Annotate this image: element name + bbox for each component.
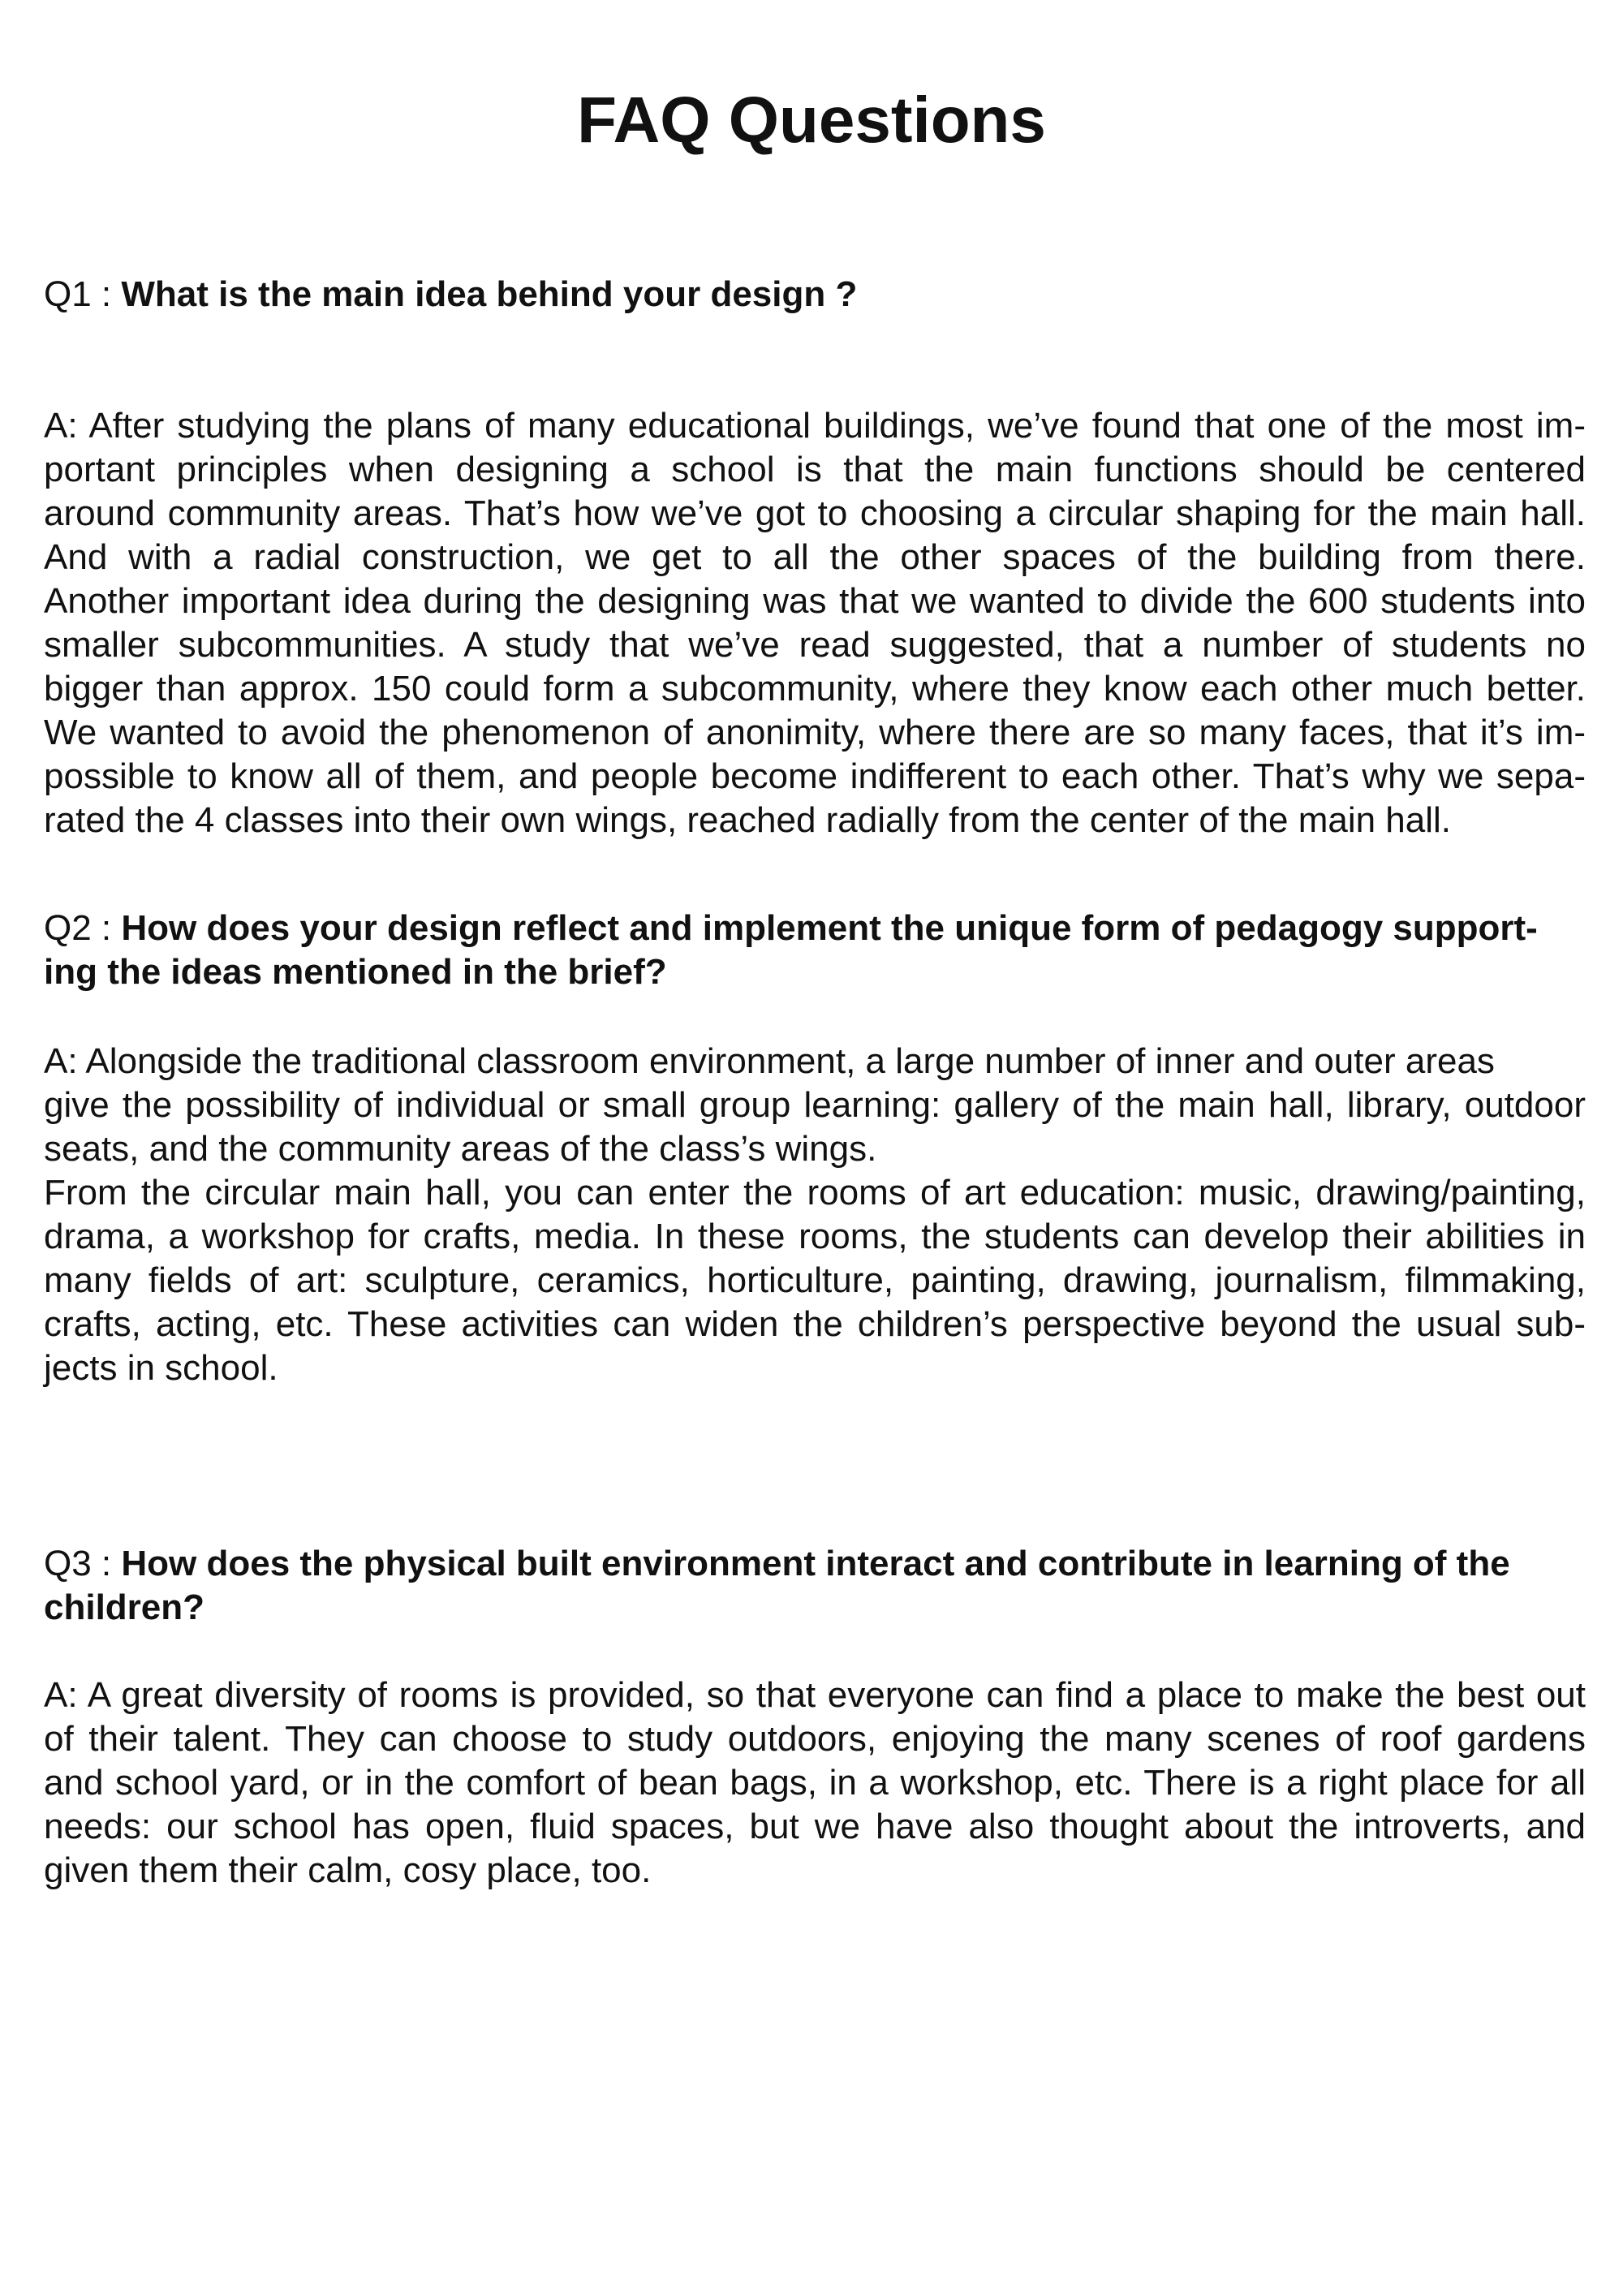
faq-answer-1 [44,404,1586,842]
question-prefix: Q2 : [44,908,122,948]
answer-line: needs: our school has open, fluid spaces, but we have also thought about the introverts, and [44,1807,1586,1846]
faq-question-3 [44,1542,1586,1630]
answer-line: Another important idea during the designing was that we wanted to divide the 600 students into [44,581,1586,621]
answer-line: A: After studying the plans of many educational buildings, we’ve found that one of the most im- [44,406,1586,446]
faq-question-2 [44,907,1586,994]
answer-line: crafts, acting, etc. These activities can widen the children’s perspective beyond the usual sub- [44,1304,1586,1344]
answer-line: And with a radial construction, we get to all the other spaces of the building from there. [44,537,1586,577]
answer-line: From the circular main hall, you can enter the rooms of art education: music, drawing/painting, [44,1173,1586,1213]
answer-line: many fields of art: sculpture, ceramics, horticulture, painting, drawing, journalism, filmmaking, [44,1260,1586,1300]
answer-line: portant principles when designing a school is that the main functions should be centered [44,450,1586,489]
page-title: FAQ Questions [577,84,1046,156]
question-prefix: Q1 : [44,274,122,314]
answer-line: give the possibility of individual or small group learning: gallery of the main hall, library, outdoor [44,1085,1586,1125]
answer-line: seats, and the community areas of the class’s wings. [44,1129,877,1169]
answer-line: given them their calm, cosy place, too. [44,1850,652,1890]
question-prefix: Q3 : [44,1544,122,1583]
question-text: How does your design reflect and implement the unique form of pedagogy support-ing the ideas mentioned in the brief? [44,908,1538,992]
answer-line: bigger than approx. 150 could form a subcommunity, where they know each other much better. [44,669,1586,709]
answer-line: rated the 4 classes into their own wings, reached radially from the center of the main hall. [44,800,1452,840]
answer-line: possible to know all of them, and people become indifferent to each other. That’s why we sepa- [44,756,1586,796]
answer-line: jects in school. [44,1348,278,1388]
answer-line: smaller subcommunities. A study that we’ve read suggested, that a number of students no [44,625,1586,665]
answer-line: drama, a workshop for crafts, media. In these rooms, the students can develop their abilities in [44,1217,1586,1256]
answer-line: A: Alongside the traditional classroom environment, a large number of inner and outer areas [44,1041,1495,1081]
answer-line: and school yard, or in the comfort of bean bags, in a workshop, etc. There is a right place for all [44,1763,1586,1803]
question-text: What is the main idea behind your design ? [121,274,858,314]
faq-question-1 [44,273,1586,317]
faq-answer-3 [44,1674,1586,1893]
answer-line: We wanted to avoid the phenomenon of anonimity, where there are so many faces, that it’s im- [44,713,1586,752]
answer-line: A: A great diversity of rooms is provided, so that everyone can find a place to make the best out [44,1675,1586,1715]
answer-line: around community areas. That’s how we’ve got to choosing a circular shaping for the main hall. [44,493,1586,533]
answer-line: of their talent. They can choose to study outdoors, enjoying the many scenes of roof gardens [44,1719,1586,1759]
faq-answer-2 [44,1040,1586,1390]
question-text: How does the physical built environment interact and contribute in learning of the children? [44,1544,1510,1627]
